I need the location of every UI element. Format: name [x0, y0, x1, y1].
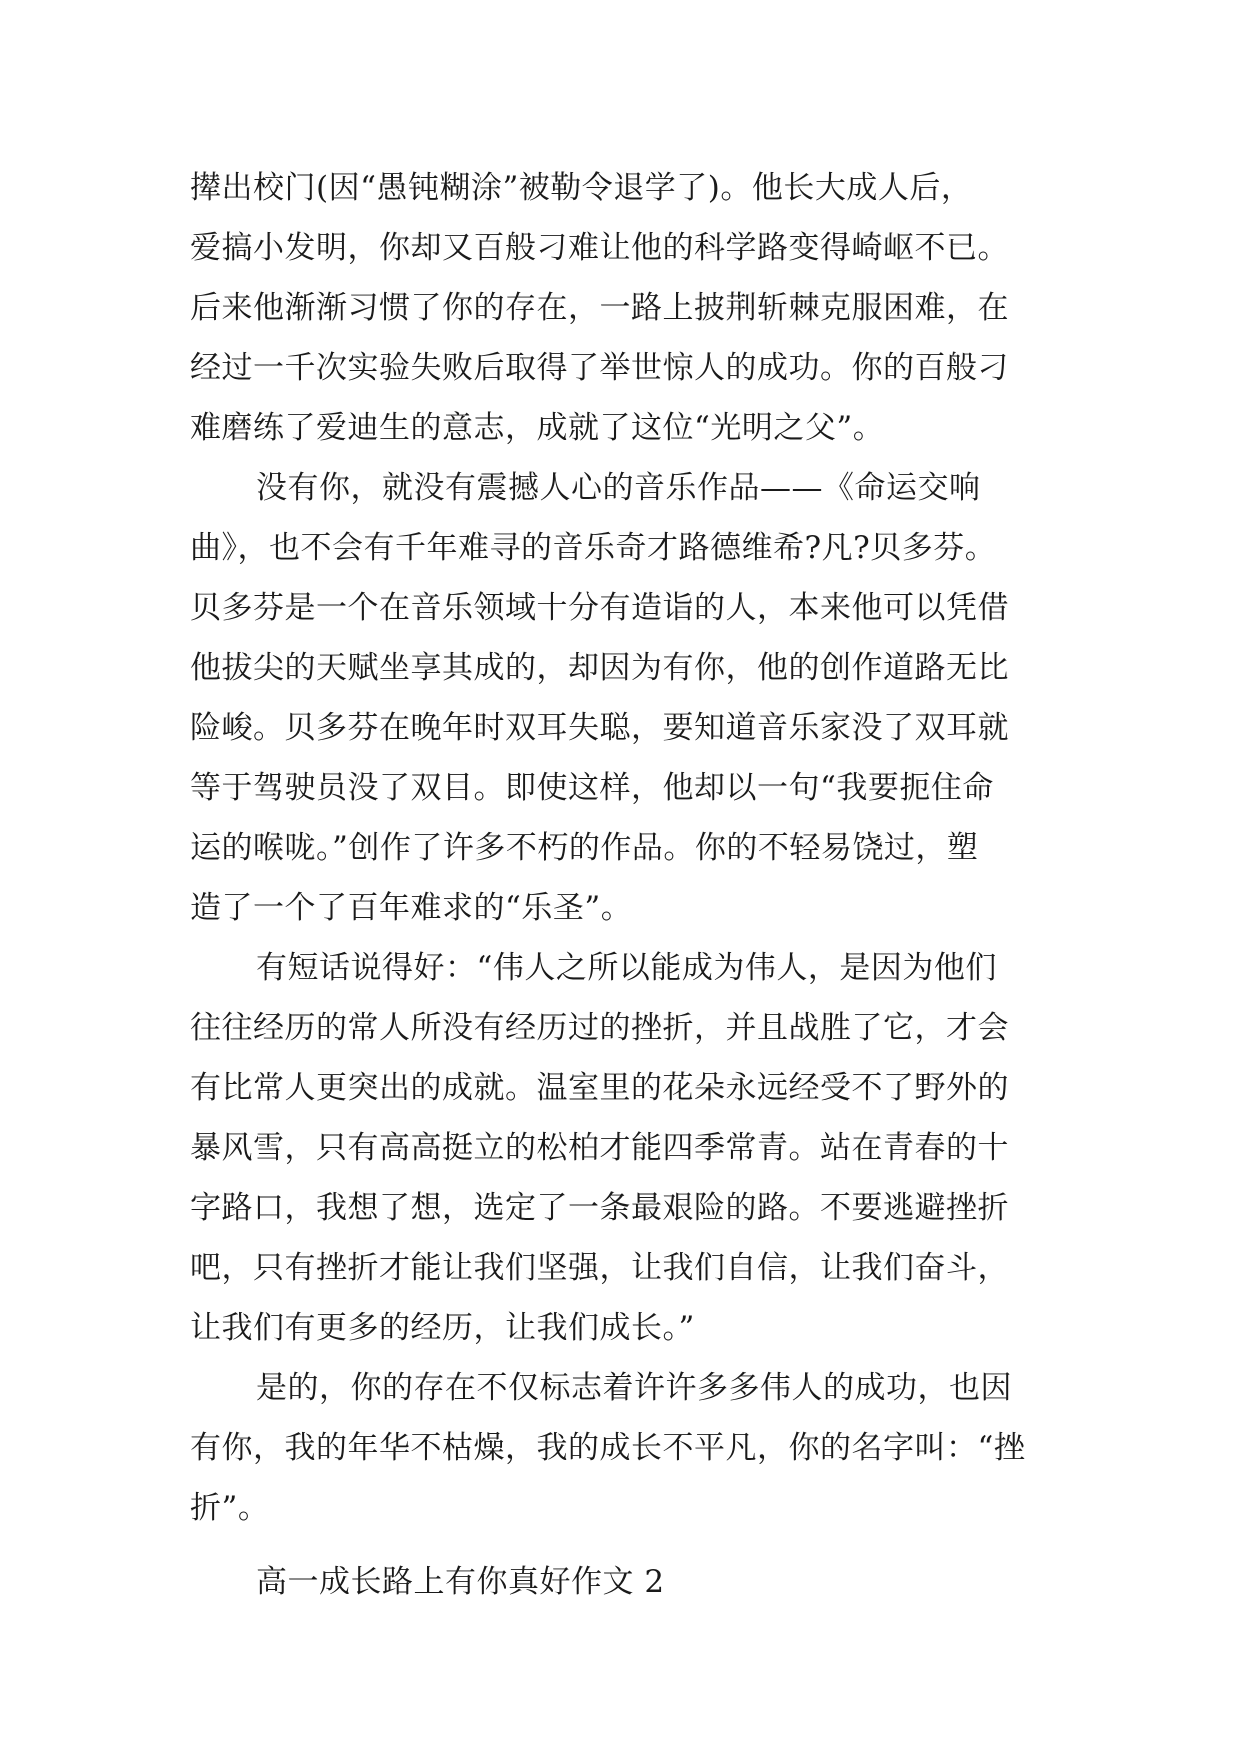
paragraph-beethoven: [190, 458, 1060, 938]
text-line: 暴风雪，只有高高挺立的松柏才能四季常青。站在青春的十: [190, 1130, 1009, 1166]
text-line: 吧，只有挫折才能让我们坚强，让我们自信，让我们奋斗，: [190, 1250, 1009, 1286]
paragraph-edison: [190, 158, 1060, 458]
paragraph-quote: [190, 938, 1060, 1358]
text-line: 撵出校门(因“愚钝糊涂”被勒令退学了)。他长大成人后，: [190, 170, 973, 206]
text-line: 没有你，就没有震撼人心的音乐作品——《命运交响: [256, 470, 981, 506]
text-line: 让我们有更多的经历，让我们成长。”: [190, 1310, 695, 1346]
text-line: 难磨练了爱迪生的意志，成就了这位“光明之父”。: [190, 410, 885, 446]
text-line: 造了一个了百年难求的“乐圣”。: [190, 890, 633, 926]
paragraph-conclusion: [190, 1358, 1060, 1538]
text-line: 险峻。贝多芬在晚年时双耳失聪，要知道音乐家没了双耳就: [190, 710, 1009, 746]
text-line: 曲》，也不会有千年难寻的音乐奇才路德维希?凡?贝多芬。: [190, 530, 997, 566]
text-line: 有你，我的年华不枯燥，我的成长不平凡，你的名字叫：“挫: [190, 1430, 1026, 1466]
document-body: [190, 158, 1060, 1612]
text-line: 他拔尖的天赋坐享其成的，却因为有你，他的创作道路无比: [190, 650, 1009, 686]
text-line: 折”。: [190, 1490, 270, 1526]
section-heading: 高一成长路上有你真好作文 2: [256, 1564, 665, 1600]
text-line: 等于驾驶员没了双目。即使这样，他却以一句“我要扼住命: [190, 770, 994, 806]
text-line: 是的，你的存在不仅标志着许许多多伟人的成功，也因: [256, 1370, 1012, 1406]
text-line: 往往经历的常人所没有经历过的挫折，并且战胜了它，才会: [190, 1010, 1009, 1046]
text-line: 字路口，我想了想，选定了一条最艰险的路。不要逃避挫折: [190, 1190, 1009, 1226]
text-line: 贝多芬是一个在音乐领域十分有造诣的人，本来他可以凭借: [190, 590, 1009, 626]
text-line: 后来他渐渐习惯了你的存在，一路上披荆斩棘克服困难，在: [190, 290, 1009, 326]
text-line: 运的喉咙。”创作了许多不朽的作品。你的不轻易饶过，塑: [190, 830, 979, 866]
text-line: 爱搞小发明，你却又百般刁难让他的科学路变得崎岖不已。: [190, 230, 1009, 266]
text-line: 经过一千次实验失败后取得了举世惊人的成功。你的百般刁: [190, 350, 1009, 386]
text-line: 有短话说得好：“伟人之所以能成为伟人，是因为他们: [256, 950, 997, 986]
text-line: 有比常人更突出的成就。温室里的花朵永远经受不了野外的: [190, 1070, 1009, 1106]
